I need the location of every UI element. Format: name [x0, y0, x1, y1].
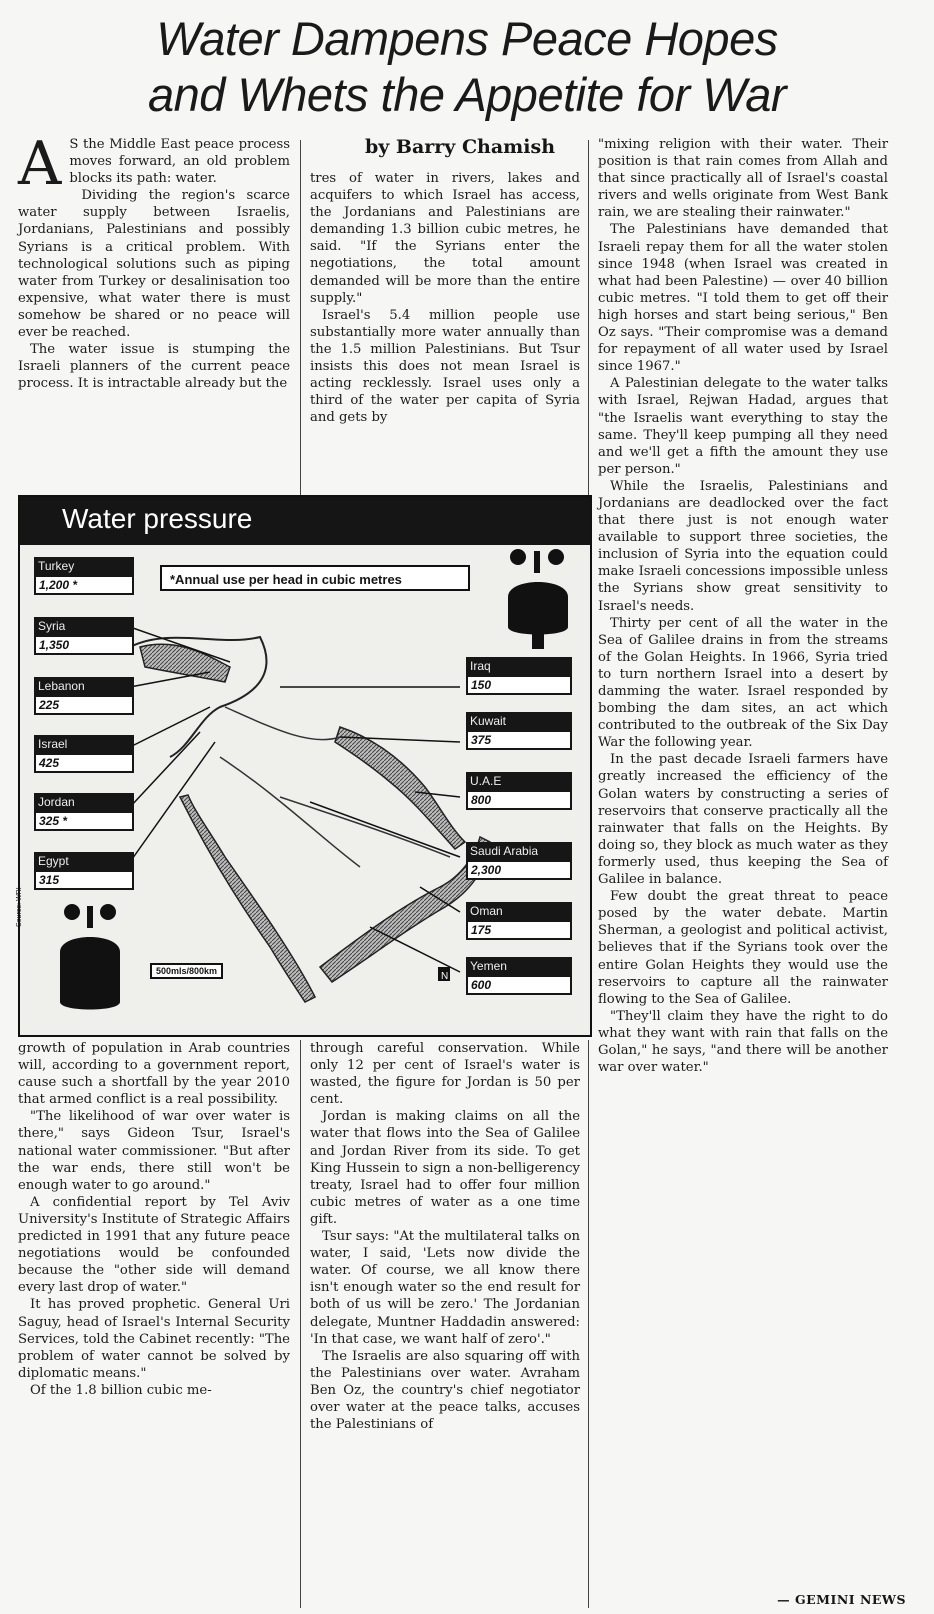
country-water-value: 315: [34, 870, 134, 890]
article-paragraph: A confidential report by Tel Aviv University's Institute of Strategic Affairs predicted in 1991 that any future peace negotiations would be confounded because the "other side will demand every last drop of water.": [18, 1194, 290, 1296]
graphic-source: Source: WRI: [16, 887, 23, 927]
article-paragraph: Of the 1.8 billion cubic me-: [30, 1382, 212, 1398]
article-paragraph: "The likelihood of war over water is there," says Gideon Tsur, Israel's national water commissioner. "But after the war ends, there still won't be enough water to go around.": [18, 1109, 290, 1193]
country-name: Egypt: [34, 852, 134, 870]
country-water-value: 325 *: [34, 811, 134, 831]
column-rule: [588, 140, 589, 498]
country-name: Oman: [466, 902, 572, 920]
country-label-egypt: [34, 852, 134, 892]
country-label-kuwait: [466, 712, 572, 752]
country-water-value: 2,300: [466, 860, 572, 880]
article-paragraph: Thirty per cent of all the water in the Sea of Galilee drains in from the streams of the Golan Heights. In 1966, Syria tried to turn northern Israel into a desert by damming the water. Israel responded by bombing the dam sites, an act which contributed to the outbreak of the Six Day War the following year.: [598, 615, 888, 751]
graphic-note: *Annual use per head in cubic metres: [160, 565, 470, 591]
leader-line: [370, 927, 460, 972]
drop-cap: A: [18, 129, 62, 199]
country-name: Turkey: [34, 557, 134, 575]
article-paragraph: A Palestinian delegate to the water talks with Israel, Rejwan Hadad, argues that "the Israelis want everything to stay the same. They'll keep pumping all they need and we'll get a fifth the amount they use per person.": [598, 376, 888, 477]
news-agency-credit: — GEMINI NEWS: [777, 1592, 906, 1607]
column-2-bottom: [310, 1040, 580, 1610]
article-paragraph: The Israelis are also squaring off with the Palestinians over water. Avraham Ben Oz, the country's chief negotiator over water at the peace talks, accuses the Palestinians of: [310, 1348, 580, 1433]
country-label-oman: [466, 902, 572, 942]
country-name: Jordan: [34, 793, 134, 811]
article-paragraph: In the past decade Israeli farmers have greatly increased the efficiency of the Golan waters by constructing a series of reservoirs that conserve practically all the rainwater that falls on the Heights. By doing so, they block as much water as they formerly used, thus keeping the Sea of Galilee in balance.: [598, 752, 888, 888]
faucet-icon: [508, 549, 568, 649]
article-paragraph: A S the Middle East peace process moves forward, an old problem blocks its path: water.: [18, 129, 290, 199]
column-2-top: [310, 170, 580, 496]
leader-line: [130, 742, 215, 862]
article-paragraph: tres of water in rivers, lakes and acquifers to which Israel has access, the Jordanians and Palestinians are demanding 1.3 billion cubic metres, he said. "If the Syrians enter the negotiations, the total amount demanded will be more than the entire supply.": [310, 171, 580, 306]
country-label-iraq: [466, 657, 572, 697]
country-label-yemen: [466, 957, 572, 997]
article-paragraph: growth of population in Arab countries will, according to a government report, cause such a shortfall by the year 2010 that armed conflict is a real possibility.: [18, 1041, 290, 1108]
column-rule: [300, 1040, 301, 1608]
column-1-top: [18, 129, 290, 496]
country-water-value: 175: [466, 920, 572, 940]
country-water-value: 225: [34, 695, 134, 715]
column-rule: [300, 140, 301, 498]
country-name: Yemen: [466, 957, 572, 975]
country-name: Saudi Arabia: [466, 842, 572, 860]
column-1-bottom: [18, 1040, 290, 1610]
country-water-value: 425: [34, 753, 134, 773]
border-line: [225, 707, 340, 740]
article-paragraph: "They'll claim they have the right to do what they want with rain that falls on the Golan," he says, "and there will be another war over water.": [598, 1008, 888, 1076]
leader-line: [130, 672, 210, 687]
country-water-value: 1,200 *: [34, 575, 134, 595]
water-pressure-graphic: [18, 495, 592, 1037]
country-label-saudi-arabia: [466, 842, 572, 882]
country-name: Israel: [34, 735, 134, 753]
country-label-syria: [34, 617, 134, 657]
article-paragraph: Israel's 5.4 million people use substantially more water annually than the 1.5 million Palestinians. But Tsur insists this does not mean Israel is acting recklessly. Israel uses only a third of the water per capita of Syria and gets by: [310, 307, 580, 426]
persian-gulf: [335, 727, 465, 849]
country-water-value: 800: [466, 790, 572, 810]
article-paragraph: through careful conservation. While only 12 per cent of Israel's water is wasted, the figure for Jordan is 50 per cent.: [310, 1041, 580, 1108]
faucet-icon: [60, 904, 120, 1010]
headline-line-1: Water Dampens Peace Hopes: [156, 12, 778, 65]
svg-text:N: N: [441, 971, 449, 982]
article-paragraph: Jordan is making claims on all the water that flows into the Sea of Galilee and Jordan River from its side. To get King Hussein to sign a non-belligerency treaty, Israel had to offer four million cubic metres of water as a one time gift.: [310, 1109, 580, 1227]
map-scale: 500mls/800km: [150, 963, 223, 979]
graphic-title: Water pressure: [62, 503, 253, 534]
country-label-jordan: [34, 793, 134, 833]
country-name: Kuwait: [466, 712, 572, 730]
article-paragraph: Tsur says: "At the multilateral talks on water, I said, 'Lets now divide the water. Of course, we all know there isn't enough water so the end result for both of us will be zero.' The Jordanian delegate, Muntner Haddadin answered: 'In that case, we want half of zero'.": [310, 1229, 580, 1347]
country-name: U.A.E: [466, 772, 572, 790]
byline: by Barry Chamish: [364, 136, 556, 158]
article-paragraph: It has proved prophetic. General Uri Saguy, head of Israel's Internal Security Services, told the Cabinet recently: "The problem of water cannot be solved by diplomatic means.": [18, 1297, 290, 1381]
country-name: Syria: [34, 617, 134, 635]
country-label-lebanon: [34, 677, 134, 717]
article-paragraph: Dividing the region's scarce water supply between Israelis, Jordanians, Palestinians and possibly Syrians is a critical problem. With technological solutions such as piping water from Turkey or desalinisation too expensive, what water there is must somehow be shared or no peace will ever be reached.: [18, 188, 290, 341]
country-water-value: 150: [466, 675, 572, 695]
column-rule: [588, 1040, 589, 1608]
country-label-turkey: [34, 557, 134, 597]
leader-line: [130, 732, 200, 807]
article-paragraph: While the Israelis, Palestinians and Jordanians are deadlocked over the fact that there just is not enough water available to support three societies, the inclusion of Syria into the equation could make Israeli concessions impossible unless the Syrians show great sensitivity to Israel's needs.: [598, 478, 888, 614]
country-water-value: 1,350: [34, 635, 134, 655]
article-paragraph: "mixing religion with their water. Their position is that rain comes from Allah and that since practically all of Israel's coastal rivers and wells originate from West Bank rain, we are stealing their rainwater.": [598, 137, 888, 221]
arabian-coast: [320, 837, 490, 982]
article-paragraph: The water issue is stumping the Israeli planners of the current peace process. It is intractable already but the: [18, 342, 290, 392]
article-paragraph: Few doubt the great threat to peace posed by the water debate. Martin Sherman, a geologist and political activist, believes that if the Syrians took over the entire Golan Heights they would use the reservoirs to capture all the rainwater flowing to the Sea of Galilee.: [598, 889, 888, 1007]
country-name: Iraq: [466, 657, 572, 675]
country-name: Lebanon: [34, 677, 134, 695]
country-water-value: 375: [466, 730, 572, 750]
country-water-value: 600: [466, 975, 572, 995]
headline-line-2: and Whets the Appetite for War: [147, 68, 787, 121]
north-arrow-icon: [438, 967, 450, 982]
country-label-u-a-e: [466, 772, 572, 812]
column-3: [598, 136, 888, 1596]
article-paragraph: The Palestinians have demanded that Israeli repay them for all the water stolen since 1948 (when Israel was created in what had been Palestine) — over 40 billion cubic metres. "I told them to get off their high horses and start being serious," Ben Oz says. "Their compromise was a demand for repayment of all water used by Israel since 1967.": [598, 222, 888, 375]
country-label-israel: [34, 735, 134, 775]
